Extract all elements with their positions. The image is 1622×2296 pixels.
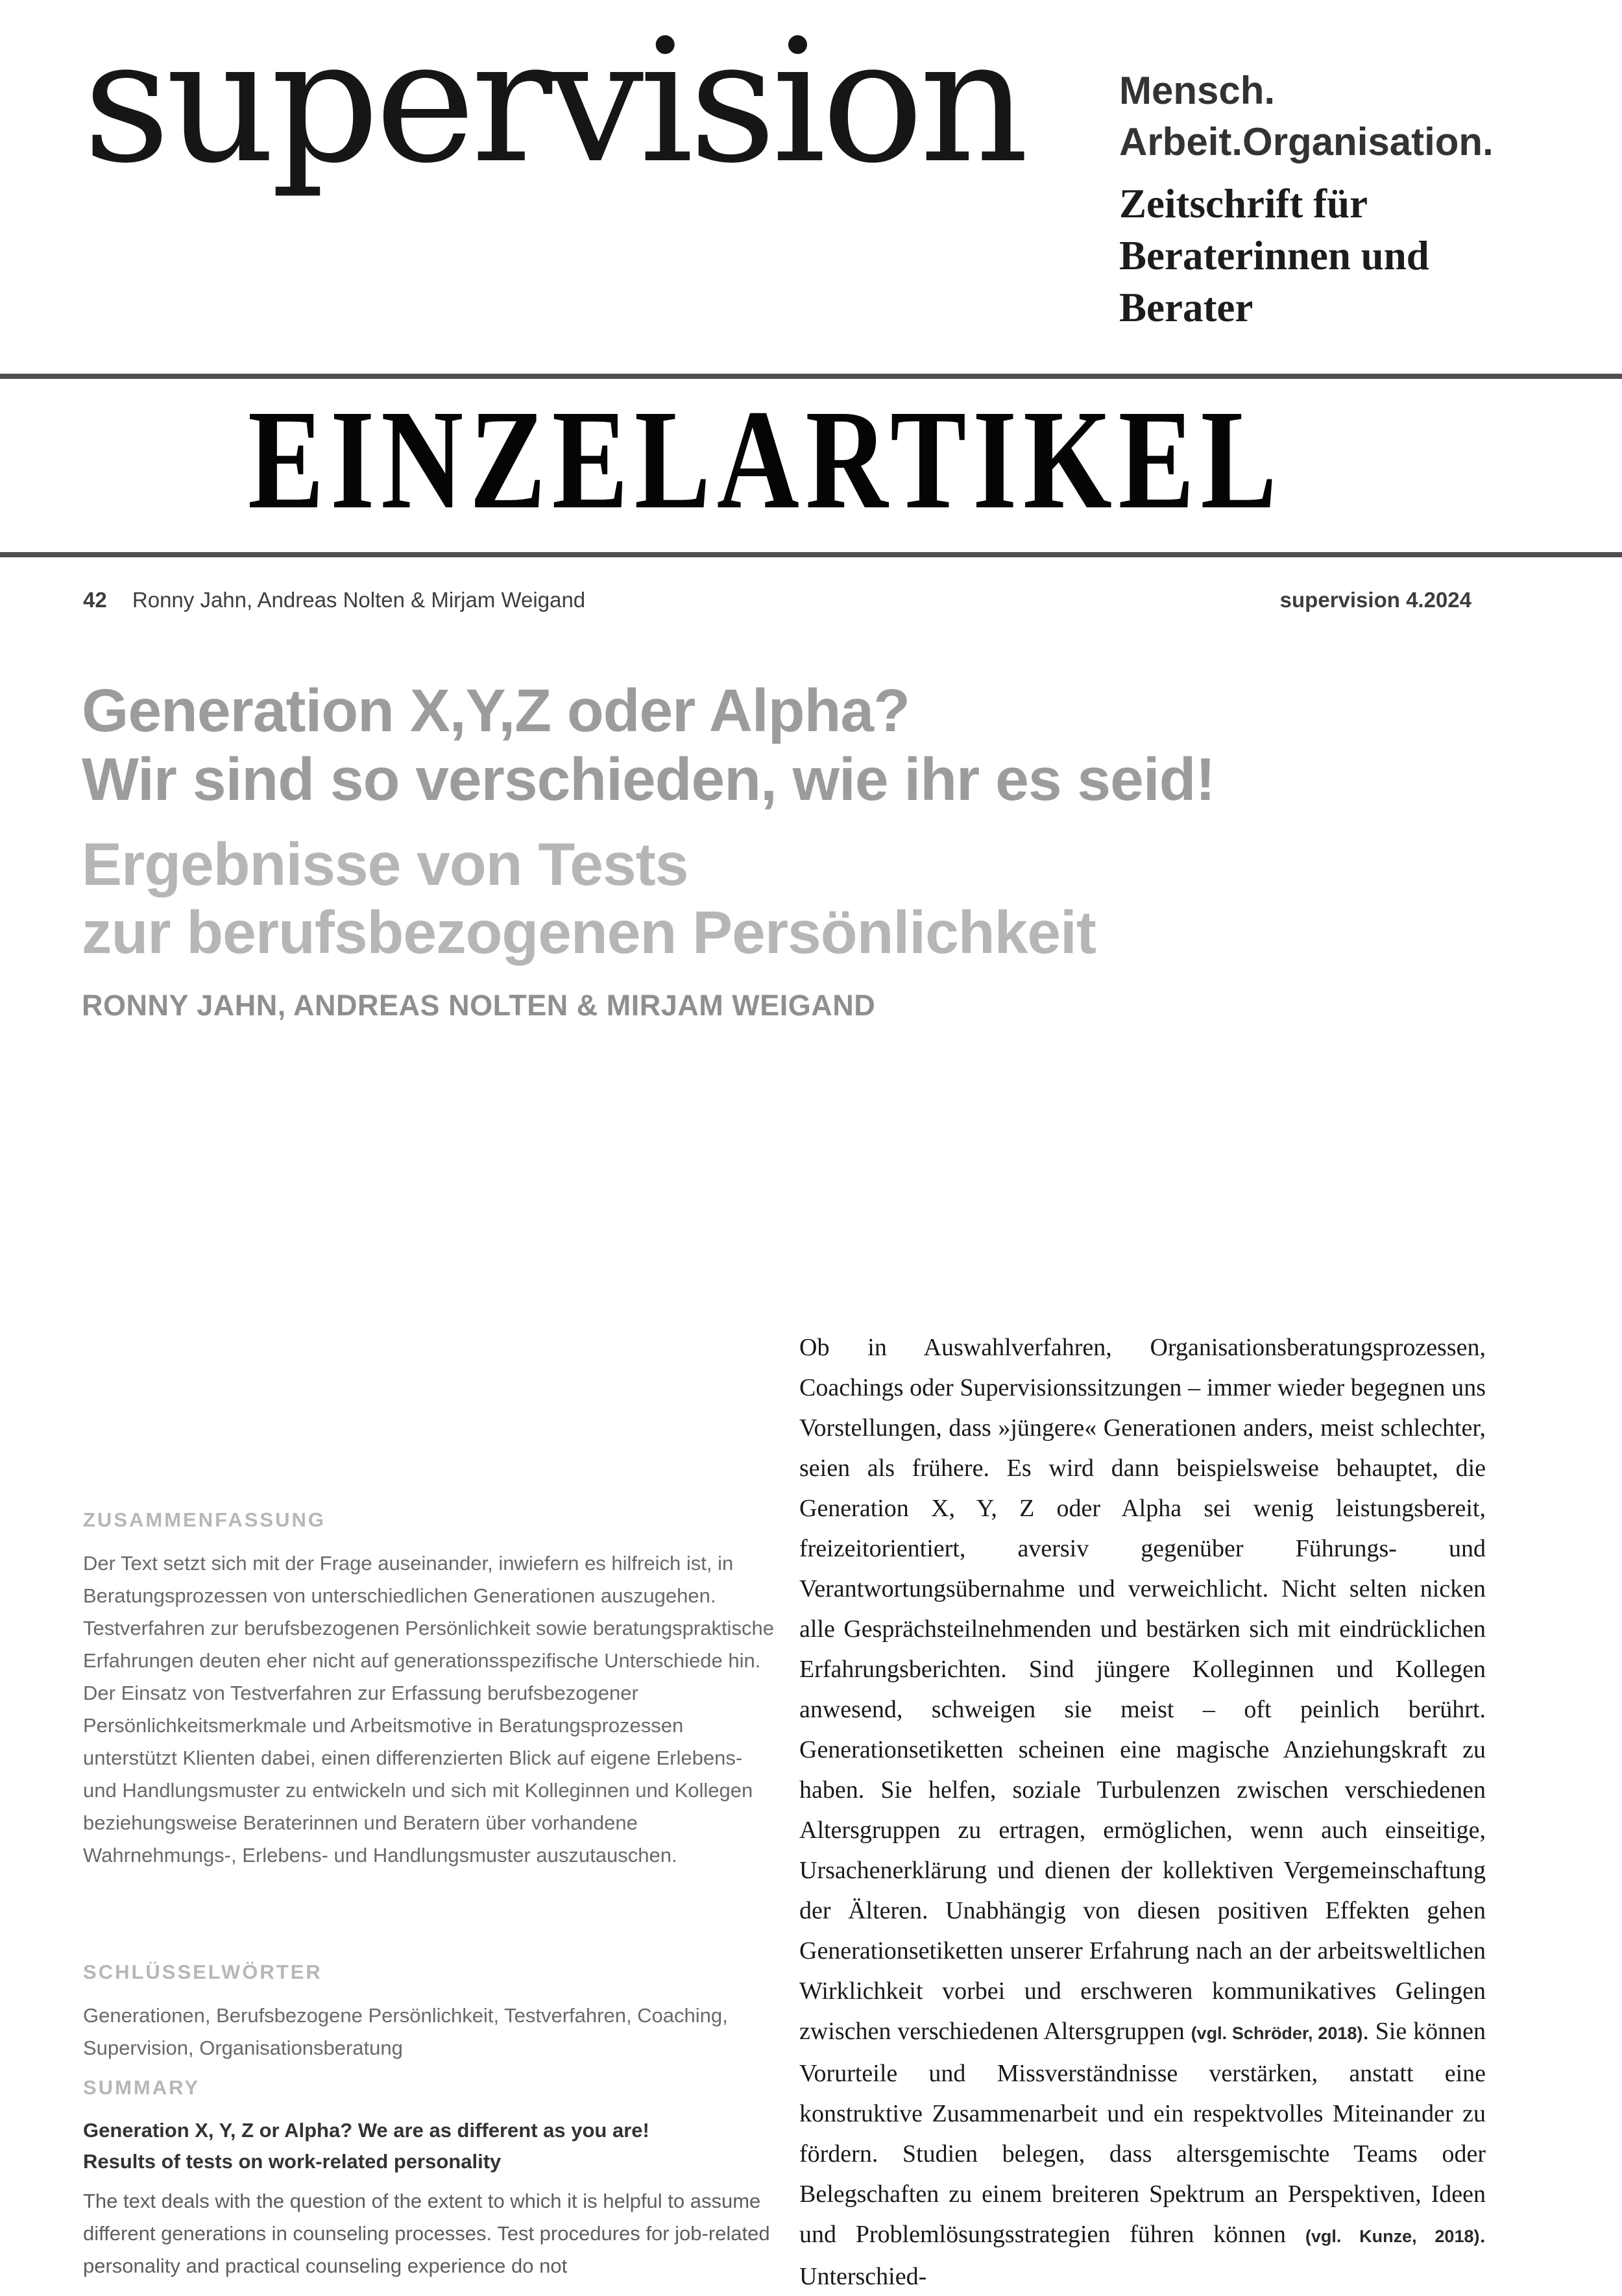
summary-headline xyxy=(83,2115,774,2177)
byline-authors: Ronny Jahn, Andreas Nolten & Mirjam Weigand xyxy=(132,588,586,612)
keywords-heading: SCHLÜSSELWÖRTER xyxy=(83,1961,322,1983)
journal-subtitle-line-1: Zeitschrift für xyxy=(1119,181,1368,226)
article-title-block xyxy=(82,676,1477,1022)
keywords-section xyxy=(83,1961,774,2064)
section-banner-title: EINZELARTIKEL xyxy=(248,380,1283,538)
main-text-part-2: . Sie können Vorurteile und Missverständnisse verstärken, anstatt eine konstruktive Zusammenarbeit und ein respektvolles Miteinander zu fördern. Studien belegen, dass altersgemischte Teams oder Belegschaften zu einem breiteren Spektrum an Perspektiven, Ideen und Problemlösungsstrategien führen können xyxy=(799,2018,1486,2248)
main-text-part-3: . Unterschied- xyxy=(799,2221,1486,2290)
summary-headline-line-1: Generation X, Y, Z or Alpha? We are as different as you are! xyxy=(83,2119,649,2142)
divider-top xyxy=(0,374,1622,379)
article-title-line-2: Wir sind so verschieden, wie ihr es seid! xyxy=(82,745,1215,813)
divider-mid xyxy=(0,552,1622,557)
tagline-line-2: Arbeit.Organisation. xyxy=(1119,120,1494,163)
main-text-part-1: Ob in Auswahlverfahren, Organisationsberatungsprozessen, Coachings oder Supervisionssitzungen – immer wieder begegnen uns Vorstellungen, dass »jüngere« Generationen anders, meist schlechter, seien als frühere. Es wird dann beispielsweise behauptet, die Generation X, Y, Z oder Alpha sei wenig leistungsbereit, freizeitorientiert, aversiv gegenüber Führungs- und Verantwortungsübernahme und verweichlicht. Nicht selten nicken alle Gesprächsteilnehmenden und bestärken sich mit eindrücklichen Erfahrungsberichten. Sind jüngere Kolleginnen und Kollegen anwesend, schweigen sie meist – oft peinlich berührt. Generationsetiketten scheinen eine magische Anziehungskraft zu haben. Sie helfen, soziale Turbulenzen zwischen verschiedenen Altersgruppen zu ertragen, ermöglichen, wenn auch einseitige, Ursachenerklärung und dienen der kollektiven Vergemeinschaftung der Älteren. Unabhängig von diesen positiven Effekten gehen Generationsetiketten unserer Erfahrung nach an der arbeitsweltlichen Wirklichkeit vorbei und erschweren kommunikatives Gelingen zwischen verschiedenen Altersgruppen xyxy=(799,1334,1486,2045)
byline-row xyxy=(83,588,1471,612)
keywords-body: Generationen, Berufsbezogene Persönlichkeit, Testverfahren, Coaching, Supervision, Organisationsberatung xyxy=(83,2004,728,2059)
journal-logo: supervision xyxy=(83,3,1024,200)
article-subtitle-line-1: Ergebnisse von Tests xyxy=(82,830,688,898)
summary-heading: SUMMARY xyxy=(83,2076,200,2099)
article-subtitle-group xyxy=(82,830,1477,967)
main-article-text xyxy=(799,1327,1486,2296)
summary-body: The text deals with the question of the extent to which it is helpful to assume different generations in counseling processes. Test procedures for job-related personality and practical counseling experience do not xyxy=(83,2190,770,2277)
byline-left xyxy=(83,588,585,612)
masthead-right xyxy=(1119,65,1599,333)
issue-label: supervision 4.2024 xyxy=(1279,588,1471,612)
tagline-line-1: Mensch. xyxy=(1119,69,1276,112)
summary-section xyxy=(83,2076,774,2282)
article-title-line-1: Generation X,Y,Z oder Alpha? xyxy=(82,677,910,744)
abstract-body: Der Text setzt sich mit der Frage auseinander, inwiefern es hilfreich ist, in Beratungsprozessen von unterschiedlichen Generationen auszugehen. Testverfahren zur berufsbezogenen Persönlichkeit sowie beratungspraktische Erfahrungen deuten eher nicht auf generationsspezifische Unterschiede hin. Der Einsatz von Testverfahren zur Erfassung berufsbezogener Persönlichkeitsmerkmale und Arbeitsmotive in Beratungsprozessen unterstützt Klienten dabei, einen differenzierten Blick auf eigene Erlebens- und Handlungsmuster zu entwickeln und sich mit Kolleginnen und Kollegen beziehungsweise Beraterinnen und Beratern über vorhandene Wahrnehmungs-, Erlebens- und Handlungsmuster auszutauschen. xyxy=(83,1552,774,1867)
abstract-section xyxy=(83,1508,774,1872)
journal-subtitle-line-2: Beraterinnen und xyxy=(1119,233,1429,278)
citation-schroeder-2018: (vgl. Schröder, 2018) xyxy=(1191,2024,1363,2043)
summary-headline-line-2: Results of tests on work-related personality xyxy=(83,2150,502,2173)
journal-subtitle xyxy=(1119,178,1599,333)
abstract-heading: ZUSAMMENFASSUNG xyxy=(83,1508,326,1531)
article-subtitle-line-2: zur berufsbezogenen Persönlichkeit xyxy=(82,899,1096,966)
citation-kunze-2018: (vgl. Kunze, 2018) xyxy=(1305,2227,1480,2246)
article-authors: RONNY JAHN, ANDREAS NOLTEN & MIRJAM WEIGAND xyxy=(82,989,876,1022)
page-number: 42 xyxy=(83,588,107,612)
journal-subtitle-line-3: Berater xyxy=(1119,285,1253,330)
journal-tagline xyxy=(1119,65,1599,167)
